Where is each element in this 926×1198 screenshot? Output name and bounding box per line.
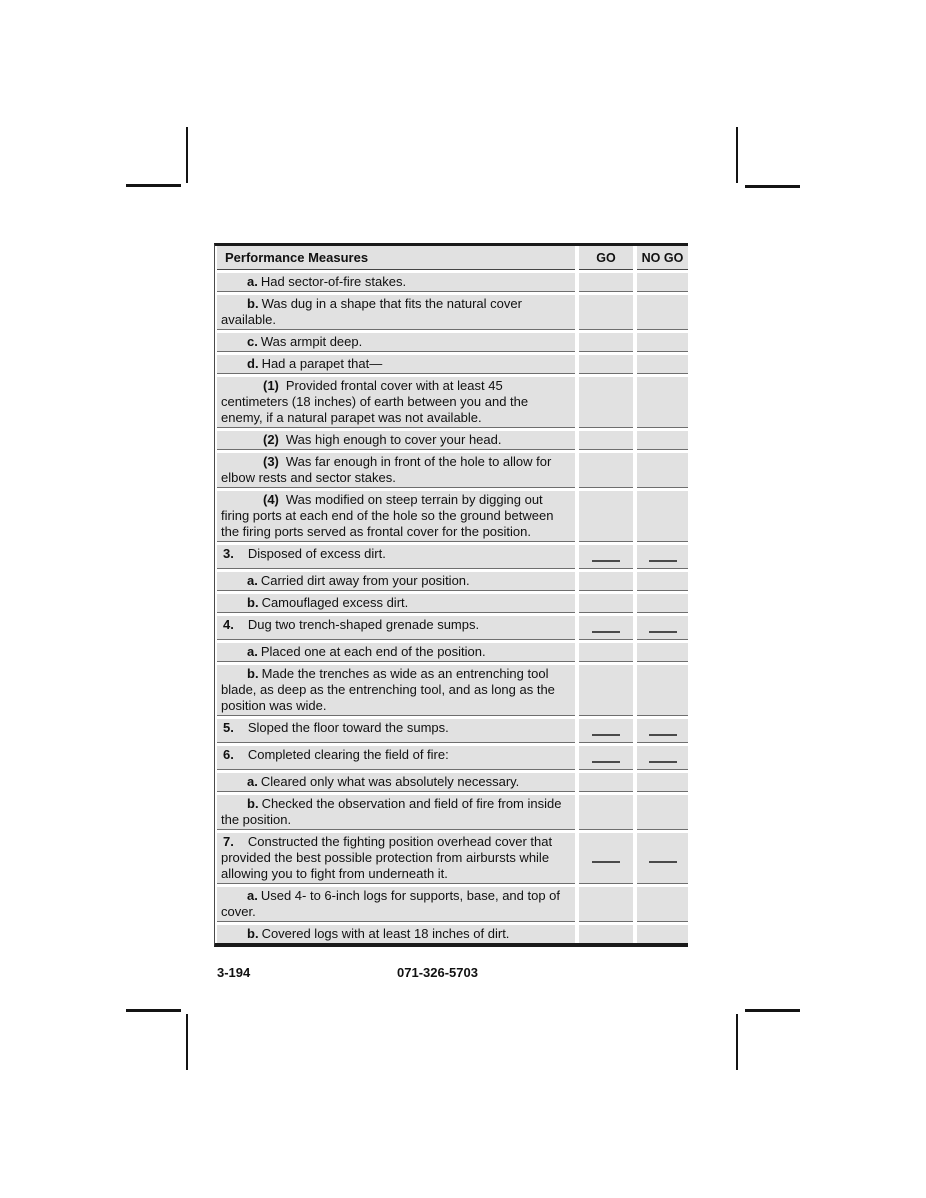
row-text: Was modified on steep terrain by digging out firing ports at each end of the hole so the ground between the firing ports served as frontal cover for the position.: [221, 492, 554, 539]
row-text: Used 4- to 6-inch logs for supports, base, and top of cover.: [221, 888, 561, 919]
header-no-go: [637, 246, 688, 270]
measure-cell: [217, 887, 575, 922]
table-row: [217, 616, 688, 640]
go-cell: [579, 545, 633, 569]
row-label: a.: [247, 573, 258, 588]
measure-cell: [217, 491, 575, 542]
row-text: Cleared only what was absolutely necessary.: [260, 774, 520, 789]
row-text: Made the trenches as wide as an entrenching tool blade, as deep as the entrenching tool, and as long as the position was wide.: [221, 666, 555, 713]
go-cell: [579, 572, 633, 591]
no-go-cell: [637, 925, 688, 943]
no-go-cell: [637, 833, 688, 884]
row-text: Constructed the fighting position overhead cover that provided the best possible protection from airbursts while allowing you to fight from underneath it.: [221, 834, 553, 881]
row-label: a.: [247, 888, 258, 903]
no-go-cell: [637, 377, 688, 428]
measure-cell: [217, 545, 575, 569]
table-row: [217, 572, 688, 591]
table-header-row: [217, 246, 688, 270]
row-label: (4): [263, 492, 279, 507]
row-label: c.: [247, 334, 258, 349]
go-cell: [579, 491, 633, 542]
measure-cell: [217, 833, 575, 884]
measure-cell: [217, 746, 575, 770]
row-text: Was high enough to cover your head.: [285, 432, 502, 447]
measure-cell: [217, 333, 575, 352]
crop-mark-top-right-horizontal: [745, 185, 800, 188]
go-cell: [579, 616, 633, 640]
go-cell: [579, 377, 633, 428]
table-row: [217, 746, 688, 770]
row-label: a.: [247, 274, 258, 289]
no-go-blank-line: [649, 734, 677, 736]
row-label: b.: [247, 796, 259, 811]
no-go-cell: [637, 453, 688, 488]
row-label: d.: [247, 356, 259, 371]
crop-mark-bottom-left-vertical: [186, 1014, 188, 1070]
row-label: a.: [247, 774, 258, 789]
row-text: Sloped the floor toward the sumps.: [247, 720, 449, 735]
table-row: [217, 795, 688, 830]
row-label: 7.: [223, 834, 234, 849]
performance-table: [214, 243, 688, 947]
table-row: [217, 643, 688, 662]
go-blank-line: [592, 631, 620, 633]
no-go-cell: [637, 887, 688, 922]
go-cell: [579, 795, 633, 830]
row-label: b.: [247, 296, 259, 311]
row-label: 6.: [223, 747, 234, 762]
row-label: a.: [247, 644, 258, 659]
no-go-cell: [637, 719, 688, 743]
go-cell: [579, 925, 633, 943]
crop-mark-bottom-left-horizontal: [126, 1009, 181, 1012]
row-text: Carried dirt away from your position.: [260, 573, 470, 588]
go-cell: [579, 887, 633, 922]
no-go-cell: [637, 273, 688, 292]
table-row: [217, 273, 688, 292]
table-row: [217, 431, 688, 450]
row-text: Provided frontal cover with at least 45 centimeters (18 inches) of earth between you and the enemy, if a natural parapet was not available.: [221, 378, 529, 425]
header-go: [579, 246, 633, 270]
measure-cell: [217, 719, 575, 743]
go-cell: [579, 431, 633, 450]
no-go-cell: [637, 773, 688, 792]
no-go-cell: [637, 295, 688, 330]
row-text: Covered logs with at least 18 inches of dirt.: [261, 926, 510, 941]
row-text: Was dug in a shape that fits the natural cover available.: [221, 296, 522, 327]
crop-mark-top-right-vertical: [736, 127, 738, 183]
table-row: [217, 355, 688, 374]
no-go-blank-line: [649, 631, 677, 633]
no-go-cell: [637, 333, 688, 352]
measure-cell: [217, 295, 575, 330]
crop-mark-bottom-right-horizontal: [745, 1009, 800, 1012]
no-go-blank-line: [649, 560, 677, 562]
row-label: 5.: [223, 720, 234, 735]
row-text: Camouflaged excess dirt.: [261, 595, 409, 610]
page-number: 3-194: [217, 965, 251, 980]
row-label: b.: [247, 926, 259, 941]
no-go-blank-line: [649, 861, 677, 863]
go-cell: [579, 643, 633, 662]
measure-cell: [217, 616, 575, 640]
row-text: Had sector-of-fire stakes.: [260, 274, 407, 289]
row-label: (2): [263, 432, 279, 447]
table-row: [217, 833, 688, 884]
measure-cell: [217, 431, 575, 450]
no-go-cell: [637, 795, 688, 830]
measure-cell: [217, 355, 575, 374]
table-row: [217, 719, 688, 743]
row-label: b.: [247, 666, 259, 681]
go-cell: [579, 773, 633, 792]
go-cell: [579, 333, 633, 352]
row-text: Was far enough in front of the hole to allow for elbow rests and sector stakes.: [221, 454, 552, 485]
go-cell: [579, 719, 633, 743]
go-cell: [579, 665, 633, 716]
row-text: Was armpit deep.: [260, 334, 363, 349]
no-go-cell: [637, 665, 688, 716]
measure-cell: [217, 594, 575, 613]
no-go-cell: [637, 643, 688, 662]
row-text: Placed one at each end of the position.: [260, 644, 486, 659]
row-text: Had a parapet that—: [261, 356, 383, 371]
go-blank-line: [592, 734, 620, 736]
go-cell: [579, 295, 633, 330]
row-label: b.: [247, 595, 259, 610]
go-blank-line: [592, 761, 620, 763]
no-go-cell: [637, 431, 688, 450]
go-column-label: GO: [596, 250, 616, 265]
table-row: [217, 333, 688, 352]
no-go-cell: [637, 594, 688, 613]
row-text: Completed clearing the field of fire:: [247, 747, 449, 762]
measure-cell: [217, 643, 575, 662]
no-go-cell: [637, 545, 688, 569]
no-go-blank-line: [649, 761, 677, 763]
header-performance-measures: [217, 246, 575, 270]
table-row: [217, 925, 688, 943]
table-row: [217, 665, 688, 716]
row-text: Checked the observation and field of fire from inside the position.: [221, 796, 562, 827]
measure-cell: [217, 925, 575, 943]
no-go-cell: [637, 491, 688, 542]
go-cell: [579, 594, 633, 613]
no-go-column-label: NO GO: [641, 250, 684, 265]
table-row: [217, 295, 688, 330]
no-go-cell: [637, 746, 688, 770]
row-label: 4.: [223, 617, 234, 632]
go-cell: [579, 453, 633, 488]
measure-cell: [217, 572, 575, 591]
measure-cell: [217, 665, 575, 716]
header-label: Performance Measures: [225, 250, 369, 265]
no-go-cell: [637, 572, 688, 591]
crop-mark-top-left-horizontal: [126, 184, 181, 187]
measure-cell: [217, 273, 575, 292]
row-label: (1): [263, 378, 279, 393]
row-text: Dug two trench-shaped grenade sumps.: [247, 617, 480, 632]
table-row: [217, 377, 688, 428]
row-label: (3): [263, 454, 279, 469]
no-go-cell: [637, 355, 688, 374]
row-text: Disposed of excess dirt.: [247, 546, 386, 561]
table-row: [217, 453, 688, 488]
measure-cell: [217, 377, 575, 428]
measure-cell: [217, 453, 575, 488]
table-row: [217, 545, 688, 569]
go-cell: [579, 355, 633, 374]
table-row: [217, 491, 688, 542]
go-blank-line: [592, 861, 620, 863]
go-blank-line: [592, 560, 620, 562]
crop-mark-bottom-right-vertical: [736, 1014, 738, 1070]
go-cell: [579, 833, 633, 884]
row-label: 3.: [223, 546, 234, 561]
go-cell: [579, 746, 633, 770]
measure-cell: [217, 773, 575, 792]
no-go-cell: [637, 616, 688, 640]
table-row: [217, 594, 688, 613]
task-number: 071-326-5703: [397, 965, 478, 980]
table-row: [217, 773, 688, 792]
go-cell: [579, 273, 633, 292]
table-row: [217, 887, 688, 922]
crop-mark-top-left-vertical: [186, 127, 188, 183]
measure-cell: [217, 795, 575, 830]
table-rows: [217, 273, 688, 943]
